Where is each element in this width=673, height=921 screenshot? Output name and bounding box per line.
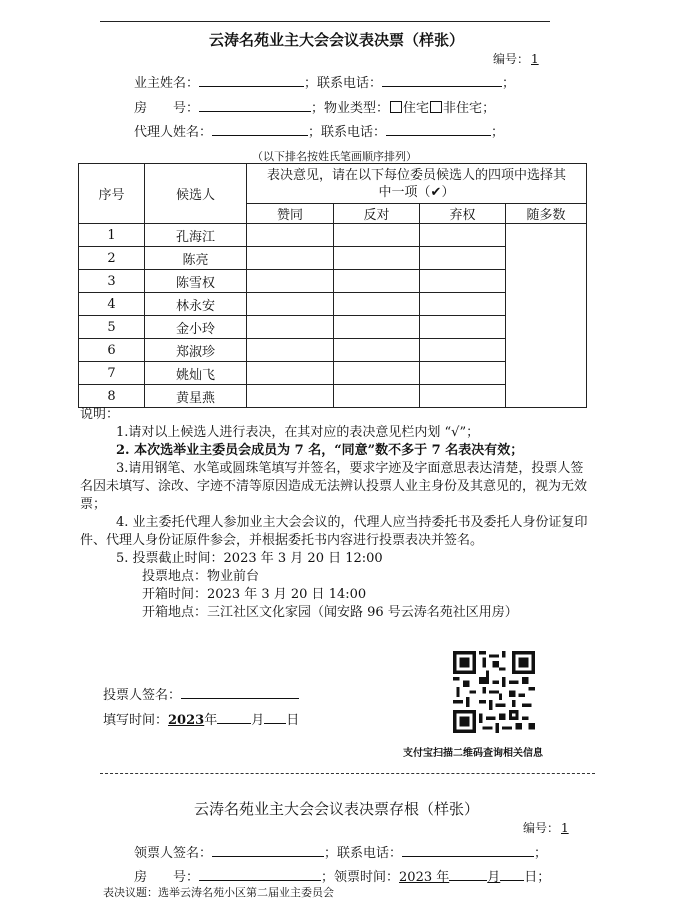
stub-phone-field[interactable] bbox=[402, 843, 534, 857]
abstain-cell[interactable] bbox=[420, 247, 506, 270]
option-approve-header: 赞同 bbox=[247, 204, 334, 224]
abstain-cell[interactable] bbox=[420, 362, 506, 385]
fill-month-field[interactable] bbox=[217, 710, 251, 724]
top-rule bbox=[100, 21, 550, 22]
candidate-name: 郑淑珍 bbox=[145, 339, 247, 362]
stub-room-field[interactable] bbox=[199, 867, 321, 881]
row-index: 5 bbox=[79, 316, 145, 339]
candidate-name: 黄星燕 bbox=[145, 385, 247, 408]
abstain-cell[interactable] bbox=[420, 385, 506, 408]
stub-receiver-row: 领票人签名： ；联系电话： ； bbox=[134, 842, 547, 861]
candidate-name: 姚灿飞 bbox=[145, 362, 247, 385]
row-index: 8 bbox=[79, 385, 145, 408]
abstain-cell[interactable] bbox=[420, 339, 506, 362]
oppose-cell[interactable] bbox=[334, 293, 420, 316]
approve-cell[interactable] bbox=[247, 293, 334, 316]
owner-phone-field[interactable] bbox=[382, 73, 502, 87]
oppose-cell[interactable] bbox=[334, 339, 420, 362]
notes-heading: 说明： bbox=[80, 407, 120, 422]
candidate-name: 金小玲 bbox=[145, 316, 247, 339]
proxy-name-field[interactable] bbox=[212, 122, 308, 136]
ballot-number-value: 1 bbox=[531, 52, 539, 66]
approve-cell[interactable] bbox=[247, 339, 334, 362]
residential-checkbox[interactable] bbox=[390, 101, 402, 113]
ballot-number: 编号： 1 bbox=[493, 52, 539, 66]
oppose-cell[interactable] bbox=[334, 224, 420, 247]
qr-caption: 支付宝扫描二维码查询相关信息 bbox=[403, 748, 543, 759]
note-item-5-opening-place: 开箱地点：三江社区文化家园（闻安路 96 号云涛名苑社区用房） bbox=[142, 605, 518, 620]
candidate-name: 林永安 bbox=[145, 293, 247, 316]
owner-name-field[interactable] bbox=[199, 73, 304, 87]
stub-title: 云涛名苑业主大会会议表决票存根（样张） bbox=[193, 800, 479, 818]
approve-cell[interactable] bbox=[247, 316, 334, 339]
fill-time-row: 填写时间：2023年 月 日 bbox=[103, 709, 299, 728]
note-item-1: 1.请对以上候选人进行表决，在其对应的表决意见栏内划 “√”； bbox=[116, 425, 480, 440]
approve-cell[interactable] bbox=[247, 385, 334, 408]
stub-room-row: 房 号： ；领票时间：2023 年 月 日； bbox=[134, 866, 550, 885]
note-item-3: 3.请用钢笔、水笔或圆珠笔填写并签名，要求字迹及字面意思表达清楚，投票人签名因未填写、涂改、字迹不清等原因造成无法辨认投票人业主身份及其意见的，视为无效票； bbox=[80, 461, 588, 512]
qr-code-icon[interactable] bbox=[453, 651, 535, 733]
oppose-cell[interactable] bbox=[334, 247, 420, 270]
proxy-phone-field[interactable] bbox=[386, 122, 491, 136]
option-oppose-header: 反对 bbox=[334, 204, 420, 224]
oppose-cell[interactable] bbox=[334, 316, 420, 339]
option-majority-header: 随多数 bbox=[506, 204, 587, 224]
note-item-2: 2. 本次选举业主委员会成员为 7 名，“同意”数不多于 7 名表决有效； bbox=[116, 443, 524, 458]
abstain-cell[interactable] bbox=[420, 270, 506, 293]
candidate-name: 孔海江 bbox=[145, 224, 247, 247]
majority-cell[interactable] bbox=[506, 224, 587, 408]
voter-sign-row: 投票人签名： bbox=[103, 684, 299, 703]
abstain-cell[interactable] bbox=[420, 316, 506, 339]
row-index: 6 bbox=[79, 339, 145, 362]
stub-number: 编号： 1 bbox=[523, 821, 569, 835]
fill-day-field[interactable] bbox=[264, 710, 286, 724]
stub-receive-day-field[interactable] bbox=[500, 867, 524, 881]
note-item-4: 4. 业主委托代理人参加业主大会会议的，代理人应当持委托书及委托人身份证复印件、代理人身份证原件参会，并根据委托书内容进行投票表决并签名。 bbox=[80, 515, 588, 548]
room-field[interactable] bbox=[199, 98, 311, 112]
vote-table bbox=[78, 163, 587, 408]
stub-receive-year: 2023 年 bbox=[399, 870, 450, 885]
order-note: （以下排名按姓氏笔画顺序排列） bbox=[252, 150, 417, 163]
vote-opinion-header: 表决意见，请在以下每位委员候选人的四项中选择其中一项（✔） bbox=[247, 164, 587, 204]
candidate-name: 陈雪权 bbox=[145, 270, 247, 293]
proxy-row: 代理人姓名： ；联系电话： ； bbox=[134, 121, 504, 140]
stub-agenda: 表决议题：选举云涛名苑小区第二届业主委员会 bbox=[103, 886, 334, 899]
note-item-5-deadline: 5. 投票截止时间：2023 年 3 月 20 日 12:00 bbox=[116, 551, 383, 566]
ballot-title: 云涛名苑业主大会会议表决票（样张） bbox=[208, 31, 464, 49]
oppose-cell[interactable] bbox=[334, 385, 420, 408]
approve-cell[interactable] bbox=[247, 224, 334, 247]
non-residential-checkbox[interactable] bbox=[430, 101, 442, 113]
residential-label: 住宅 bbox=[403, 101, 430, 116]
non-residential-label: 非住宅 bbox=[443, 101, 483, 116]
notes-section bbox=[80, 406, 595, 622]
col-candidate-header: 候选人 bbox=[145, 164, 247, 224]
candidate-name: 陈亮 bbox=[145, 247, 247, 270]
fill-year-value: 2023 bbox=[168, 713, 205, 728]
stub-number-value: 1 bbox=[561, 821, 569, 835]
voter-sign-field[interactable] bbox=[181, 685, 299, 699]
row-index: 7 bbox=[79, 362, 145, 385]
cut-line bbox=[100, 773, 595, 774]
row-index: 2 bbox=[79, 247, 145, 270]
row-index: 4 bbox=[79, 293, 145, 316]
note-item-5-location: 投票地点：物业前台 bbox=[142, 569, 260, 584]
approve-cell[interactable] bbox=[247, 362, 334, 385]
col-index-header: 序号 bbox=[79, 164, 145, 224]
approve-cell[interactable] bbox=[247, 247, 334, 270]
abstain-cell[interactable] bbox=[420, 224, 506, 247]
note-item-5-opening-time: 开箱时间：2023 年 3 月 20 日 14:00 bbox=[142, 587, 367, 602]
row-index: 1 bbox=[79, 224, 145, 247]
stub-receive-month-field[interactable] bbox=[449, 867, 487, 881]
row-index: 3 bbox=[79, 270, 145, 293]
option-abstain-header: 弃权 bbox=[420, 204, 506, 224]
owner-row: 业主姓名： ；联系电话： ； bbox=[134, 72, 515, 91]
stub-receiver-sign-field[interactable] bbox=[212, 843, 324, 857]
oppose-cell[interactable] bbox=[334, 270, 420, 293]
approve-cell[interactable] bbox=[247, 270, 334, 293]
room-row: 房 号： ；物业类型： 住宅 非住宅； bbox=[134, 97, 495, 116]
abstain-cell[interactable] bbox=[420, 293, 506, 316]
table-row bbox=[79, 224, 587, 247]
oppose-cell[interactable] bbox=[334, 362, 420, 385]
